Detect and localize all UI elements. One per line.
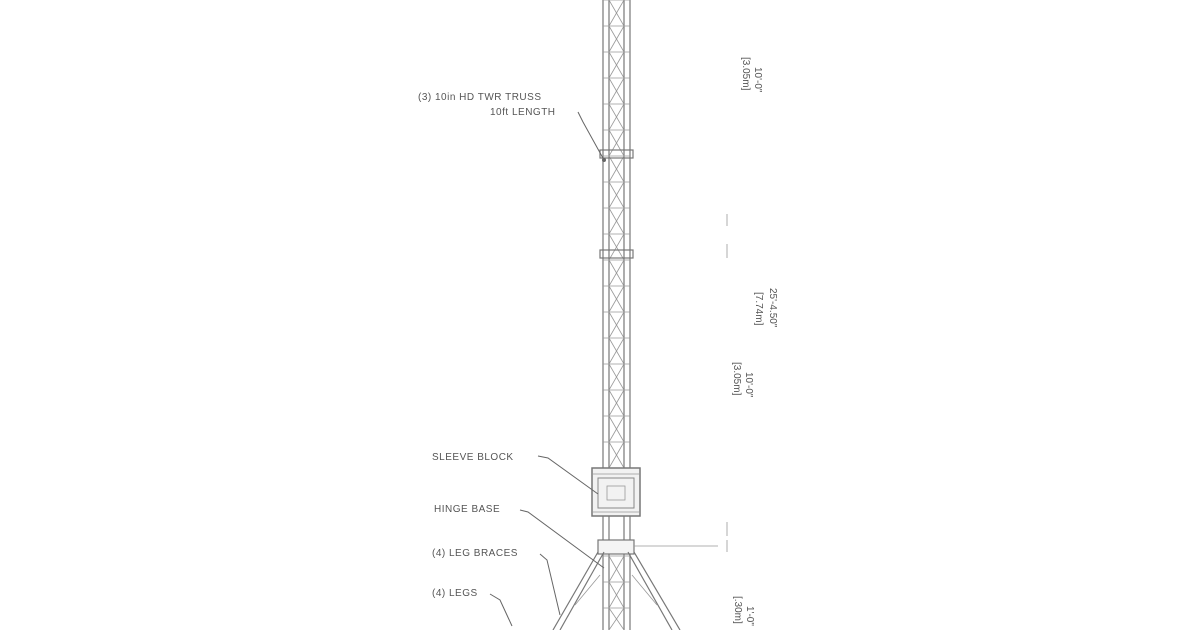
overall-dimension (753, 288, 778, 328)
legs-leader (490, 594, 512, 626)
truss-leader-dot (602, 158, 606, 162)
truss-mast (600, 0, 633, 470)
middle-section-imperial: 10'-0" (743, 372, 754, 398)
upper-section-dimension (740, 57, 763, 93)
hinge-base-leader (520, 510, 604, 568)
base-section-dimension (732, 596, 755, 626)
truss-label-line1: (3) 10in HD TWR TRUSS (418, 92, 542, 103)
leg-braces-leader (540, 554, 560, 615)
lower-lattice (603, 556, 630, 630)
truss-joint (600, 250, 633, 258)
overall-metric: [7.74m] (753, 292, 764, 326)
base-section-imperial: 1'-0" (744, 606, 755, 626)
sleeve-block-label: SLEEVE BLOCK (432, 452, 514, 463)
truss-joint (600, 150, 633, 158)
upper-section-imperial: 10'-0" (752, 67, 763, 93)
lower-mast (603, 516, 630, 630)
middle-section-metric: [3.05m] (731, 362, 742, 396)
overall-imperial: 25'-4.50" (767, 288, 778, 328)
truss-leader (578, 112, 604, 160)
legs-label: (4) LEGS (432, 588, 478, 599)
sleeve-block (592, 468, 640, 516)
middle-section-dimension (731, 362, 754, 398)
sleeve-block-leader (538, 456, 598, 494)
base-section-metric: [.30m] (732, 596, 743, 624)
leg-braces-label: (4) LEG BRACES (432, 548, 518, 559)
truss-label-line2: 10ft LENGTH (490, 107, 556, 118)
leg-braces (575, 575, 657, 605)
upper-section-metric: [3.05m] (740, 57, 751, 91)
truss-lattice (603, 0, 630, 468)
hinge-base-label: HINGE BASE (434, 504, 501, 515)
